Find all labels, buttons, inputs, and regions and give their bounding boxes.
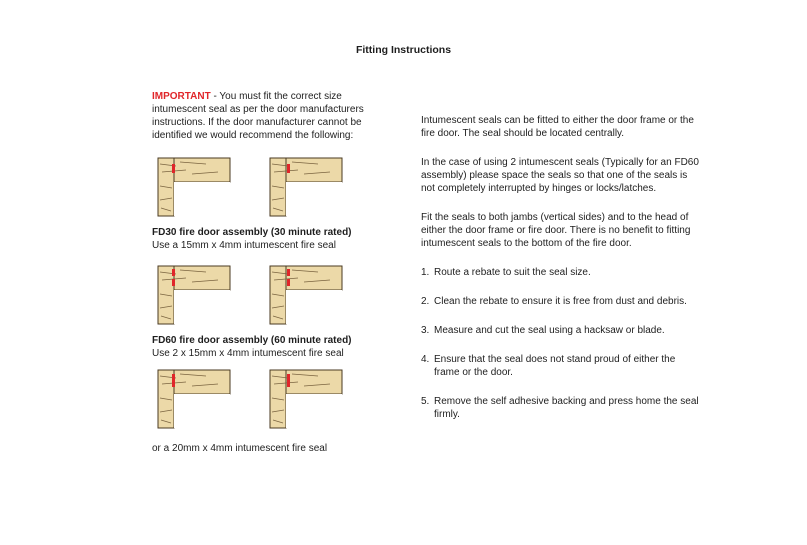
alt-figures (156, 368, 392, 430)
alt-door-seal-diagram (268, 368, 344, 430)
fd30-title: FD30 fire door assembly (30 minute rated) (152, 227, 352, 238)
jambs-paragraph: Fit the seals to both jambs (vertical sides) and to the head of either the door frame or fire door. There is no benefit to fitting intumescent seals to the bottom of the fire door. (421, 212, 691, 249)
step-number: 4. (421, 354, 430, 365)
fd60-desc: Use 2 x 15mm x 4mm intumescent fire seal (152, 348, 344, 359)
list-item (421, 266, 701, 279)
right-column (421, 114, 701, 437)
list-item (421, 395, 701, 421)
alt-desc: or a 20mm x 4mm intumescent fire seal (152, 443, 328, 454)
step-text: Remove the self adhesive backing and press home the seal firmly. (434, 396, 699, 420)
step-text: Ensure that the seal does not stand proud of either the frame or the door. (434, 354, 676, 378)
step-text: Route a rebate to suit the seal size. (434, 267, 591, 278)
fd30-frame-seal-diagram (156, 156, 232, 218)
fitting-location-paragraph: Intumescent seals can be fitted to either the door frame or the fire door. The seal should be located centrally. (421, 115, 694, 139)
steps-list (421, 266, 701, 421)
step-number: 5. (421, 396, 430, 407)
step-number: 3. (421, 325, 430, 336)
step-text: Clean the rebate to ensure it is free from dust and debris. (434, 296, 687, 307)
page-title: Fitting Instructions (355, 44, 452, 56)
left-column (152, 90, 392, 455)
important-text: - You must fit the correct size intumescent seal as per the door manufacturers instructions. If the door manufacturer cannot be identified we would recommend the following: (152, 91, 364, 141)
list-item (421, 295, 701, 308)
step-number: 2. (421, 296, 430, 307)
fd60-title: FD60 fire door assembly (60 minute rated) (152, 335, 352, 346)
fd60-door-seal-diagram (268, 264, 344, 326)
fd30-door-seal-diagram (268, 156, 344, 218)
important-label: IMPORTANT (152, 91, 211, 102)
fd30-desc: Use a 15mm x 4mm intumescent fire seal (152, 240, 336, 251)
alt-frame-seal-diagram (156, 368, 232, 430)
step-number: 1. (421, 267, 430, 278)
list-item (421, 324, 701, 337)
two-seals-paragraph: In the case of using 2 intumescent seals (Typically for an FD60 assembly) please space the seals so that one of the seals is not completely interrupted by hinges or locks/latches. (421, 157, 699, 194)
important-note (152, 90, 387, 142)
fd60-frame-seal-diagram (156, 264, 232, 326)
step-text: Measure and cut the seal using a hacksaw or blade. (434, 325, 665, 336)
fd60-figures (156, 264, 392, 326)
fd30-figures (156, 156, 392, 218)
list-item (421, 353, 701, 379)
